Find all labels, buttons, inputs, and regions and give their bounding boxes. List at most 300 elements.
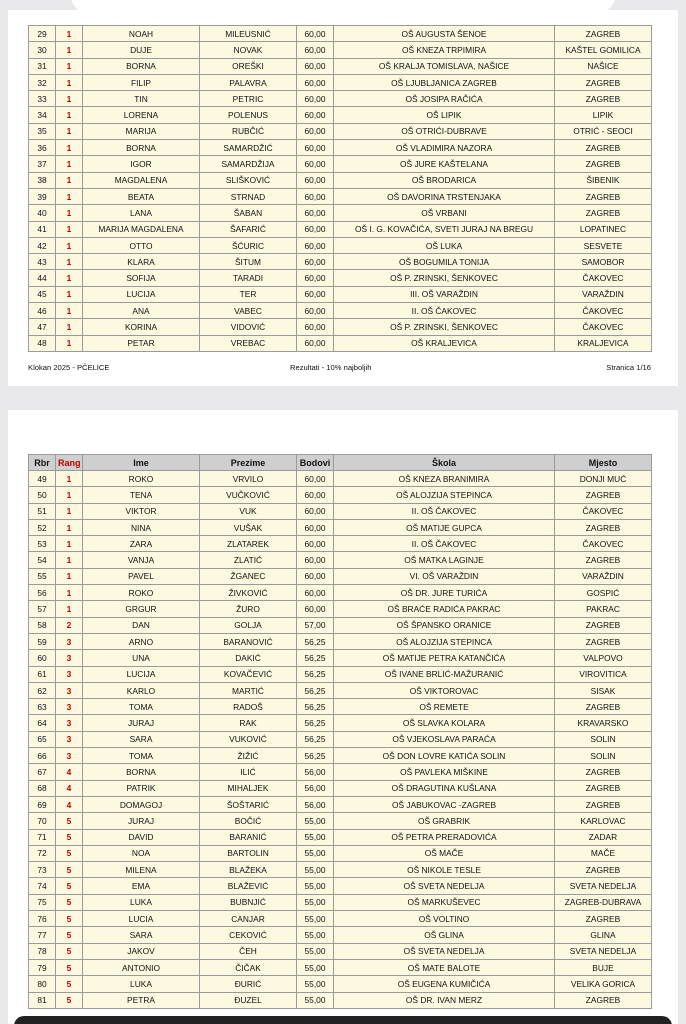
cell-prezime: VUKOVIĆ xyxy=(200,731,297,747)
table-row xyxy=(29,205,652,221)
cell-rbr: 68 xyxy=(29,780,56,796)
cell-mjesto: LIPIK xyxy=(555,107,652,123)
cell-rbr: 51 xyxy=(29,503,56,519)
cell-ime: LUCIJA xyxy=(83,666,200,682)
cell-rbr: 67 xyxy=(29,764,56,780)
cell-rbr: 45 xyxy=(29,286,56,302)
cell-skola: OŠ KNEZA TRPIMIRA xyxy=(334,42,555,58)
cell-mjesto: ZAGREB xyxy=(555,552,652,568)
cell-mjesto: ZAGREB xyxy=(555,911,652,927)
cell-prezime: ZLATIĆ xyxy=(200,552,297,568)
cell-ime: LORENA xyxy=(83,107,200,123)
cell-prezime: ŠOŠTARIĆ xyxy=(200,796,297,812)
cell-skola: OŠ BOGUMILA TONIJA xyxy=(334,254,555,270)
table-row xyxy=(29,878,652,894)
cell-rang: 1 xyxy=(56,319,83,335)
table-row xyxy=(29,188,652,204)
cell-rang: 1 xyxy=(56,205,83,221)
cell-rang: 5 xyxy=(56,911,83,927)
table-row xyxy=(29,829,652,845)
table-row xyxy=(29,845,652,861)
cell-ime: KARLO xyxy=(83,682,200,698)
cell-mjesto: ZAGREB xyxy=(555,796,652,812)
cell-rang: 1 xyxy=(56,221,83,237)
cell-rang: 1 xyxy=(56,26,83,42)
cell-mjesto: ZAGREB xyxy=(555,487,652,503)
cell-ime: FILIP xyxy=(83,74,200,90)
cell-mjesto: LOPATINEC xyxy=(555,221,652,237)
cell-bodovi: 56,25 xyxy=(297,731,334,747)
cell-skola: OŠ LIPIK xyxy=(334,107,555,123)
cell-rbr: 41 xyxy=(29,221,56,237)
cell-rbr: 55 xyxy=(29,568,56,584)
cell-bodovi: 55,00 xyxy=(297,894,334,910)
table-row xyxy=(29,601,652,617)
cell-mjesto: ČAKOVEC xyxy=(555,503,652,519)
cell-skola: OŠ EUGENA KUMIČIĆA xyxy=(334,976,555,992)
cell-mjesto: ŠIBENIK xyxy=(555,172,652,188)
cell-skola: III. OŠ VARAŽDIN xyxy=(334,286,555,302)
cell-mjesto: ČAKOVEC xyxy=(555,319,652,335)
cell-skola: OŠ VJEKOSLAVA PARAĆA xyxy=(334,731,555,747)
cell-prezime: ŠITUM xyxy=(200,254,297,270)
cell-skola: OŠ JURE KAŠTELANA xyxy=(334,156,555,172)
cell-rbr: 56 xyxy=(29,585,56,601)
cell-ime: GRGUR xyxy=(83,601,200,617)
table-row xyxy=(29,976,652,992)
cell-ime: TIN xyxy=(83,91,200,107)
cell-bodovi: 55,00 xyxy=(297,829,334,845)
cell-prezime: ŠĆURIC xyxy=(200,237,297,253)
cell-rang: 1 xyxy=(56,303,83,319)
cell-prezime: PALAVRA xyxy=(200,74,297,90)
cell-prezime: STRNAD xyxy=(200,188,297,204)
table-row xyxy=(29,74,652,90)
cell-bodovi: 55,00 xyxy=(297,927,334,943)
cell-ime: ROKO xyxy=(83,471,200,487)
cell-skola: VI. OŠ VARAŽDIN xyxy=(334,568,555,584)
cell-mjesto: ZADAR xyxy=(555,829,652,845)
cell-prezime: VREBAC xyxy=(200,335,297,351)
cell-bodovi: 60,00 xyxy=(297,319,334,335)
table-row xyxy=(29,992,652,1008)
table-row xyxy=(29,91,652,107)
cell-rang: 1 xyxy=(56,536,83,552)
cell-ime: PATRIK xyxy=(83,780,200,796)
cell-prezime: SLIŠKOVIĆ xyxy=(200,172,297,188)
cell-ime: MARIJA MAGDALENA xyxy=(83,221,200,237)
table-row xyxy=(29,156,652,172)
cell-rbr: 29 xyxy=(29,26,56,42)
cell-ime: ANTONIO xyxy=(83,959,200,975)
table-row xyxy=(29,633,652,649)
cell-prezime: ĐURIĆ xyxy=(200,976,297,992)
cell-prezime: TER xyxy=(200,286,297,302)
cell-skola: OŠ BRODARICA xyxy=(334,172,555,188)
cell-mjesto: ZAGREB xyxy=(555,992,652,1008)
table-row xyxy=(29,796,652,812)
cell-skola: OŠ JABUKOVAC -ZAGREB xyxy=(334,796,555,812)
cell-ime: ANA xyxy=(83,303,200,319)
table-row xyxy=(29,585,652,601)
cell-prezime: BARANIĆ xyxy=(200,829,297,845)
cell-bodovi: 55,00 xyxy=(297,813,334,829)
cell-skola: OŠ MAČE xyxy=(334,845,555,861)
cell-mjesto: VARAŽDIN xyxy=(555,286,652,302)
table-row xyxy=(29,303,652,319)
cell-prezime: POLENUS xyxy=(200,107,297,123)
cell-mjesto: KRALJEVICA xyxy=(555,335,652,351)
cell-skola: OŠ KNEZA BRANIMIRA xyxy=(334,471,555,487)
cell-prezime: ILIĆ xyxy=(200,764,297,780)
cell-rang: 1 xyxy=(56,188,83,204)
cell-skola: OŠ MARKUŠEVEC xyxy=(334,894,555,910)
cell-bodovi: 56,00 xyxy=(297,780,334,796)
cell-skola: II. OŠ ČAKOVEC xyxy=(334,536,555,552)
cell-ime: MILENA xyxy=(83,862,200,878)
cell-mjesto: KARLOVAC xyxy=(555,813,652,829)
cell-rbr: 76 xyxy=(29,911,56,927)
cell-skola: OŠ P. ZRINSKI, ŠENKOVEC xyxy=(334,270,555,286)
cell-skola: OŠ DRAGUTINA KUŠLANA xyxy=(334,780,555,796)
cell-skola: OŠ ALOJZIJA STEPINCA xyxy=(334,633,555,649)
table-row xyxy=(29,471,652,487)
cell-rang: 1 xyxy=(56,585,83,601)
table-row xyxy=(29,894,652,910)
cell-rbr: 80 xyxy=(29,976,56,992)
cell-mjesto: ZAGREB xyxy=(555,156,652,172)
cell-skola: OŠ I. G. KOVAČIĆA, SVETI JURAJ NA BREGU xyxy=(334,221,555,237)
cell-ime: MARIJA xyxy=(83,123,200,139)
cell-skola: OŠ MATIJE PETRA KATANČIĆA xyxy=(334,650,555,666)
cell-mjesto: ZAGREB xyxy=(555,633,652,649)
cell-rang: 3 xyxy=(56,666,83,682)
cell-prezime: VUČKOVIĆ xyxy=(200,487,297,503)
cell-ime: NOA xyxy=(83,845,200,861)
cell-skola: OŠ GRABRIK xyxy=(334,813,555,829)
cell-bodovi: 56,25 xyxy=(297,650,334,666)
cell-skola: II. OŠ ČAKOVEC xyxy=(334,503,555,519)
cell-rang: 3 xyxy=(56,731,83,747)
cell-rang: 1 xyxy=(56,270,83,286)
cell-rbr: 58 xyxy=(29,617,56,633)
cell-bodovi: 60,00 xyxy=(297,303,334,319)
cell-ime: OTTO xyxy=(83,237,200,253)
cell-mjesto: ZAGREB xyxy=(555,26,652,42)
cell-bodovi: 60,00 xyxy=(297,286,334,302)
table-row xyxy=(29,813,652,829)
cell-skola: OŠ JOSIPA RAČIĆA xyxy=(334,91,555,107)
table-row xyxy=(29,927,652,943)
cell-mjesto: ZAGREB xyxy=(555,862,652,878)
cell-rbr: 72 xyxy=(29,845,56,861)
cell-prezime: CANJAR xyxy=(200,911,297,927)
cell-prezime: PETRIC xyxy=(200,91,297,107)
cell-mjesto: MAČE xyxy=(555,845,652,861)
cell-mjesto: VALPOVO xyxy=(555,650,652,666)
cell-rbr: 65 xyxy=(29,731,56,747)
cell-prezime: NOVAK xyxy=(200,42,297,58)
cell-skola: OŠ IVANE BRLIĆ-MAŽURANIĆ xyxy=(334,666,555,682)
cell-rang: 4 xyxy=(56,764,83,780)
cell-rbr: 43 xyxy=(29,254,56,270)
cell-bodovi: 60,00 xyxy=(297,487,334,503)
cell-skola: OŠ DR. IVAN MERZ xyxy=(334,992,555,1008)
cell-rbr: 38 xyxy=(29,172,56,188)
cell-bodovi: 60,00 xyxy=(297,58,334,74)
table-row xyxy=(29,780,652,796)
cell-mjesto: SESVETE xyxy=(555,237,652,253)
cell-rang: 1 xyxy=(56,42,83,58)
table-row xyxy=(29,731,652,747)
table-row xyxy=(29,172,652,188)
cell-prezime: KOVAČEVIĆ xyxy=(200,666,297,682)
cell-prezime: GOLJA xyxy=(200,617,297,633)
cell-ime: UNA xyxy=(83,650,200,666)
cell-ime: NOAH xyxy=(83,26,200,42)
cell-bodovi: 56,25 xyxy=(297,715,334,731)
cell-rbr: 74 xyxy=(29,878,56,894)
cell-bodovi: 56,25 xyxy=(297,633,334,649)
cell-prezime: BARTOLIN xyxy=(200,845,297,861)
cell-prezime: VRVILO xyxy=(200,471,297,487)
cell-bodovi: 60,00 xyxy=(297,91,334,107)
cell-rang: 1 xyxy=(56,471,83,487)
cell-ime: LUKA xyxy=(83,894,200,910)
cell-ime: ZARA xyxy=(83,536,200,552)
cell-prezime: VUŠAK xyxy=(200,519,297,535)
cell-rang: 3 xyxy=(56,699,83,715)
cell-rang: 1 xyxy=(56,58,83,74)
table-row xyxy=(29,959,652,975)
bottom-overlay-bar xyxy=(14,1016,672,1024)
table-row xyxy=(29,911,652,927)
cell-mjesto: ZAGREB xyxy=(555,764,652,780)
cell-rang: 5 xyxy=(56,959,83,975)
cell-mjesto: OTRIĆ - SEOCI xyxy=(555,123,652,139)
cell-ime: BORNA xyxy=(83,140,200,156)
cell-rbr: 64 xyxy=(29,715,56,731)
table-row xyxy=(29,58,652,74)
cell-bodovi: 57,00 xyxy=(297,617,334,633)
cell-ime: PETAR xyxy=(83,335,200,351)
cell-rang: 1 xyxy=(56,123,83,139)
table-row xyxy=(29,237,652,253)
cell-prezime: ČEH xyxy=(200,943,297,959)
cell-prezime: RUBČIĆ xyxy=(200,123,297,139)
cell-ime: IGOR xyxy=(83,156,200,172)
cell-rbr: 50 xyxy=(29,487,56,503)
cell-bodovi: 55,00 xyxy=(297,976,334,992)
cell-bodovi: 60,00 xyxy=(297,335,334,351)
cell-prezime: TARADI xyxy=(200,270,297,286)
cell-mjesto: PAKRAC xyxy=(555,601,652,617)
cell-rang: 1 xyxy=(56,487,83,503)
cell-skola: OŠ KRALJA TOMISLAVA, NAŠICE xyxy=(334,58,555,74)
cell-rang: 1 xyxy=(56,172,83,188)
cell-mjesto: VELIKA GORICA xyxy=(555,976,652,992)
cell-rang: 1 xyxy=(56,237,83,253)
cell-mjesto: SISAK xyxy=(555,682,652,698)
cell-bodovi: 60,00 xyxy=(297,74,334,90)
cell-ime: LANA xyxy=(83,205,200,221)
cell-rang: 3 xyxy=(56,682,83,698)
cell-ime: DUJE xyxy=(83,42,200,58)
cell-skola: OŠ MATE BALOTE xyxy=(334,959,555,975)
cell-rbr: 78 xyxy=(29,943,56,959)
results-table-page-1 xyxy=(28,25,652,352)
cell-rbr: 39 xyxy=(29,188,56,204)
header-bodovi: Bodovi xyxy=(297,455,334,471)
cell-prezime: ŽURO xyxy=(200,601,297,617)
document-page-1 xyxy=(8,10,678,386)
cell-ime: JURAJ xyxy=(83,813,200,829)
cell-bodovi: 56,25 xyxy=(297,682,334,698)
cell-skola: OŠ REMETE xyxy=(334,699,555,715)
cell-ime: MAGDALENA xyxy=(83,172,200,188)
cell-ime: TOMA xyxy=(83,748,200,764)
cell-bodovi: 60,00 xyxy=(297,503,334,519)
cell-mjesto: KRAVARSKO xyxy=(555,715,652,731)
cell-skola: OŠ DR. JURE TURIĆA xyxy=(334,585,555,601)
footer-subtitle: Rezultati - 10% najboljih xyxy=(290,363,372,372)
cell-rbr: 61 xyxy=(29,666,56,682)
cell-skola: OŠ KRALJEVICA xyxy=(334,335,555,351)
cell-rbr: 33 xyxy=(29,91,56,107)
cell-prezime: VABEC xyxy=(200,303,297,319)
cell-mjesto: GOSPIĆ xyxy=(555,585,652,601)
cell-prezime: BOČIĆ xyxy=(200,813,297,829)
cell-bodovi: 60,00 xyxy=(297,123,334,139)
cell-rang: 5 xyxy=(56,845,83,861)
cell-prezime: ŠABAN xyxy=(200,205,297,221)
table-row xyxy=(29,286,652,302)
cell-prezime: ŽIVKOVIĆ xyxy=(200,585,297,601)
cell-mjesto: ZAGREB xyxy=(555,617,652,633)
cell-rang: 5 xyxy=(56,878,83,894)
cell-mjesto: ZAGREB-DUBRAVA xyxy=(555,894,652,910)
cell-ime: DAN xyxy=(83,617,200,633)
cell-mjesto: SVETA NEDELJA xyxy=(555,943,652,959)
cell-ime: BEATA xyxy=(83,188,200,204)
cell-rang: 5 xyxy=(56,943,83,959)
cell-prezime: DAKIĆ xyxy=(200,650,297,666)
cell-prezime: MARTIĆ xyxy=(200,682,297,698)
cell-rang: 3 xyxy=(56,650,83,666)
cell-mjesto: VIROVITICA xyxy=(555,666,652,682)
cell-ime: ROKO xyxy=(83,585,200,601)
table-row xyxy=(29,221,652,237)
table-row xyxy=(29,503,652,519)
cell-skola: OŠ VLADIMIRA NAZORA xyxy=(334,140,555,156)
cell-rbr: 44 xyxy=(29,270,56,286)
cell-ime: BORNA xyxy=(83,764,200,780)
cell-rbr: 60 xyxy=(29,650,56,666)
cell-rang: 2 xyxy=(56,617,83,633)
cell-rbr: 47 xyxy=(29,319,56,335)
cell-mjesto: SOLIN xyxy=(555,748,652,764)
cell-mjesto: SAMOBOR xyxy=(555,254,652,270)
cell-mjesto: ZAGREB xyxy=(555,140,652,156)
cell-bodovi: 56,25 xyxy=(297,748,334,764)
cell-bodovi: 56,00 xyxy=(297,796,334,812)
cell-skola: OŠ SVETA NEDELJA xyxy=(334,943,555,959)
cell-rbr: 36 xyxy=(29,140,56,156)
cell-rbr: 54 xyxy=(29,552,56,568)
footer-title: Klokan 2025 - PČELICE xyxy=(28,363,110,372)
cell-skola: OŠ ŠPANSKO ORANICE xyxy=(334,617,555,633)
cell-mjesto: ZAGREB xyxy=(555,699,652,715)
cell-mjesto: SOLIN xyxy=(555,731,652,747)
table-row xyxy=(29,319,652,335)
cell-bodovi: 56,00 xyxy=(297,764,334,780)
table-row xyxy=(29,682,652,698)
cell-mjesto: KAŠTEL GOMILICA xyxy=(555,42,652,58)
cell-mjesto: NAŠICE xyxy=(555,58,652,74)
cell-skola: OŠ ALOJZIJA STEPINCA xyxy=(334,487,555,503)
cell-rang: 1 xyxy=(56,254,83,270)
header-rbr: Rbr xyxy=(29,455,56,471)
cell-mjesto: ČAKOVEC xyxy=(555,303,652,319)
cell-bodovi: 60,00 xyxy=(297,568,334,584)
table-row xyxy=(29,140,652,156)
cell-bodovi: 60,00 xyxy=(297,552,334,568)
cell-rang: 5 xyxy=(56,976,83,992)
cell-prezime: MIHALJEK xyxy=(200,780,297,796)
cell-rbr: 57 xyxy=(29,601,56,617)
cell-rbr: 66 xyxy=(29,748,56,764)
cell-bodovi: 55,00 xyxy=(297,878,334,894)
cell-mjesto: ZAGREB xyxy=(555,519,652,535)
cell-rang: 5 xyxy=(56,927,83,943)
cell-ime: TENA xyxy=(83,487,200,503)
table-row xyxy=(29,552,652,568)
header-ime: Ime xyxy=(83,455,200,471)
header-prezime: Prezime xyxy=(200,455,297,471)
cell-rang: 3 xyxy=(56,748,83,764)
cell-ime: VIKTOR xyxy=(83,503,200,519)
cell-rang: 1 xyxy=(56,91,83,107)
table-row xyxy=(29,943,652,959)
cell-prezime: BUBNJIĆ xyxy=(200,894,297,910)
table-header-row xyxy=(29,455,652,471)
cell-skola: OŠ MATKA LAGINJE xyxy=(334,552,555,568)
table-row xyxy=(29,617,652,633)
cell-bodovi: 60,00 xyxy=(297,237,334,253)
cell-rbr: 73 xyxy=(29,862,56,878)
cell-ime: ARNO xyxy=(83,633,200,649)
header-rang: Rang xyxy=(56,455,83,471)
cell-mjesto: DONJI MUĆ xyxy=(555,471,652,487)
document-page-2 xyxy=(8,410,678,1024)
cell-mjesto: BUJE xyxy=(555,959,652,975)
cell-bodovi: 60,00 xyxy=(297,172,334,188)
cell-skola: OŠ SVETA NEDELJA xyxy=(334,878,555,894)
table-row xyxy=(29,666,652,682)
cell-bodovi: 60,00 xyxy=(297,601,334,617)
table-row xyxy=(29,26,652,42)
cell-prezime: ZLATAREK xyxy=(200,536,297,552)
cell-rang: 1 xyxy=(56,519,83,535)
cell-ime: SARA xyxy=(83,927,200,943)
header-skola: Škola xyxy=(334,455,555,471)
cell-bodovi: 60,00 xyxy=(297,270,334,286)
table-row xyxy=(29,519,652,535)
cell-prezime: BARANOVIĆ xyxy=(200,633,297,649)
cell-ime: TOMA xyxy=(83,699,200,715)
cell-rbr: 79 xyxy=(29,959,56,975)
cell-prezime: ĐUZEL xyxy=(200,992,297,1008)
